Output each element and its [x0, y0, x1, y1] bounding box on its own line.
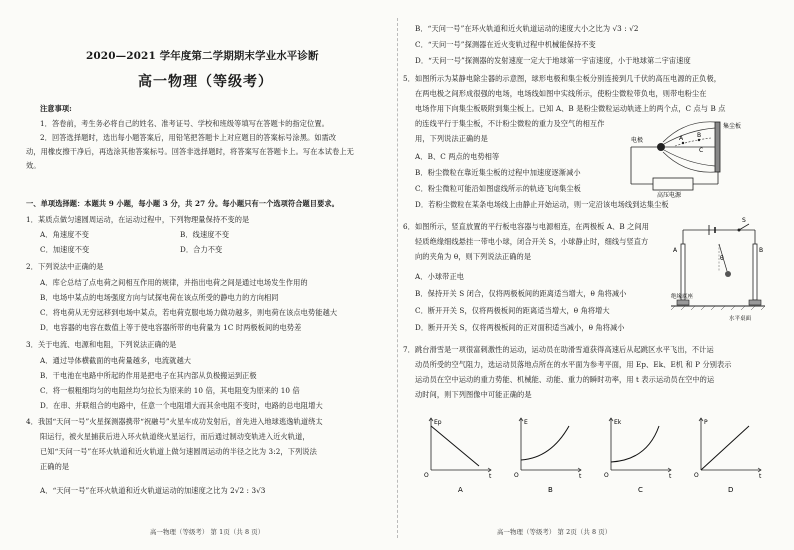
notice-1: 1．答卷前，考生务必将自己的姓名、准考证号、学校和班级等填写在答题卡的指定位置。 — [40, 119, 329, 128]
svg-text:A: A — [673, 247, 678, 254]
graph-d-curve — [701, 426, 749, 470]
graph-b-y-label: E — [524, 419, 528, 426]
question-7-line4: 动时间，则下列图像中可能正确的是 — [415, 390, 532, 399]
q4-option-b: B．“天问一号”在环火轨道和近火轨道运动的速度大小之比为 √3 : √2 — [415, 24, 639, 33]
svg-text:A: A — [679, 135, 684, 142]
question-3: 3．关于电流、电源和电阻，下列说法正确的是 — [26, 340, 177, 349]
svg-text:θ: θ — [720, 255, 724, 262]
graph-a-origin-label: O — [424, 472, 429, 479]
question-2: 2．下列说法中正确的是 — [26, 262, 104, 271]
graph-a-option-letter: A — [458, 486, 463, 494]
graph-b-origin-label: O — [514, 472, 519, 479]
section-1-heading: 一、单项选择题：本题共 9 小题，每小题 3 分，共 27 分。每小题只有一个选项符合题目要求。 — [26, 199, 339, 208]
graph-c-y-label: Ek — [614, 419, 622, 426]
q6-option-a: A．小球带正电 — [415, 272, 465, 281]
question-5-line2: 在两电极之间形成很强的电场，电场线如图中实线所示，使粉尘微粒带负电，则带电粉尘在 — [415, 89, 707, 98]
graph-c-curve — [611, 426, 659, 462]
graph-b-curve — [521, 426, 569, 460]
q2-option-a: A．库仑总结了点电荷之间相互作用的规律，并指出电荷之间是通过电场发生作用的 — [40, 278, 308, 287]
svg-text:绝缘底座: 绝缘底座 — [671, 294, 694, 300]
q2-option-b: B．电场中某点的电场强度方向与试探电荷在该点所受的静电力的方向相同 — [40, 293, 279, 302]
q6-option-d: D．断开开关 S，仅将两极板间的正对面积适当减小，θ 角将减小 — [415, 323, 625, 332]
q5-option-c: C．粉尘微粒可能沿如图虚线所示的轨迹飞向集尘板 — [415, 184, 581, 193]
collector-plate — [715, 122, 720, 172]
q5-option-a: A．B、C 两点的电势相等 — [415, 152, 500, 161]
svg-text:水平桌面: 水平桌面 — [729, 316, 752, 322]
graph-b-x-label: t — [579, 473, 582, 480]
page-1-footer: 高一物理（等级考） 第 1页（共 8 页） — [150, 528, 265, 536]
graph-c-x-label: t — [669, 473, 672, 480]
charged-ball — [725, 271, 731, 277]
question-5-line1: 5．如图所示为某静电除尘器的示意图，球形电极和集尘板分别连接到几千伏的高压电源的正负极， — [403, 74, 722, 83]
graph-d-option-letter: D — [728, 486, 734, 494]
q4-option-a: A．“天问一号”在环火轨道和近火轨道运动的加速度之比为 2√2 : 3√3 — [40, 486, 266, 495]
capacitor-figure — [669, 216, 765, 326]
question-7-line2: 动员所受的空气阻力，选运动员落地点所在的水平面为参考平面，用 Ep、Ek、E机 和 P 分别表示 — [415, 360, 732, 369]
svg-text:S: S — [742, 217, 746, 224]
q3-option-a: A．通过导体横截面的电荷量越多，电流就越大 — [40, 356, 192, 365]
question-4-line3: 已知“天问一号”在环火轨道和近火轨道上做匀速圆周运动的半径之比为 3:2，下列说法 — [40, 447, 317, 456]
question-5-line3: 电场作用下向集尘板吸附到集尘板上。已知 A、B 是粉尘微粒运动轨迹上的两个点，C 点与 B 点 — [415, 104, 726, 113]
q4-option-c: C．“天问一号”探测器在近火变轨过程中机械能保持不变 — [415, 40, 596, 49]
q6-option-b: B．保持开关 S 闭合，仅将两极板间的距离适当增大，θ 角将减小 — [415, 289, 627, 298]
question-1: 1．某质点做匀速圆周运动，在运动过程中，下列物理量保持不变的是 — [26, 215, 250, 224]
question-6-line1: 6．如图所示，竖直放置的平行板电容器与电源相连，在两极板 A、B 之间用 — [403, 222, 650, 231]
svg-text:电极: 电极 — [631, 137, 644, 144]
plate-a — [681, 244, 685, 300]
notice-2b: 动，用橡皮擦干净后，再选涂其他答案标号。回答非选择题时，将答案写在答题卡上。写在本试卷上无 — [26, 147, 354, 156]
graph-c-origin-label: O — [604, 472, 609, 479]
question-6-line3: 向的夹角为 θ，则下列说法正确的是 — [415, 252, 532, 261]
q6-option-c: C．断开开关 S，仅将两极板间的距离适当增大，θ 角将增大 — [415, 306, 610, 315]
question-7-line1: 7．跳台滑雪是一项很富刺激性的运动，运动员在助滑雪道获得高速后从起跳区水平飞出，不计运 — [403, 345, 714, 354]
graph-a-curve — [431, 426, 479, 466]
notice-2c: 效。 — [26, 161, 41, 170]
page-2-footer: 高一物理（等级考） 第 2页（共 8 页） — [497, 528, 612, 536]
question-4-line1: 4．我国“天问一号”火星探测器携带“祝融号”火星车成功发射后，首先进入地球逃逸轨道绕太 — [26, 417, 323, 426]
q3-option-b: B．干电池在电路中所起的作用是把电子在其内部从负极搬运到正极 — [40, 371, 257, 380]
question-5-line5: 用，下列说法正确的是 — [415, 134, 488, 143]
q2-option-d: D．电容器的电容在数值上等于使电容器所带的电荷量为 1C 时两极板间的电势差 — [40, 323, 302, 332]
exam-subtitle: 高一物理（等级考） — [138, 74, 273, 90]
exam-title: 2020—2021 学年度第二学期期末学业水平诊断 — [86, 50, 319, 62]
precipitator-figure — [623, 116, 763, 198]
plate-b — [753, 244, 757, 300]
question-5-line4: 的连线平行于集尘板，不计粉尘微粒的重力及空气的相互作 — [415, 119, 605, 128]
graph-a-x-label: t — [489, 473, 492, 480]
graph-c-option-letter: C — [638, 486, 643, 494]
q5-option-d: D．若粉尘微粒在某条电场线上由静止开始运动，则一定沿该电场线到达集尘板 — [415, 200, 669, 209]
q3-option-d: D．在串、并联组合的电路中，任意一个电阻增大而其余电阻不变时，电路的总电阻增大 — [40, 401, 323, 410]
svg-text:C: C — [699, 147, 704, 154]
svg-text:B: B — [759, 247, 764, 254]
graph-d-y-label: P — [704, 419, 708, 426]
svg-text:高压电源: 高压电源 — [657, 192, 682, 198]
notice-heading: 注意事项: — [40, 104, 72, 113]
q1-option-b: B．线速度不变 — [180, 230, 230, 239]
question-7-line3: 运动员在空中运动的重力势能、机械能、动能、重力的瞬时功率，用 t 表示运动员在空中的运 — [415, 375, 715, 384]
graph-b-option-letter: B — [548, 486, 553, 494]
q3-option-c: C．将一根粗细均匀的电阻丝均匀拉长为原来的 10 倍，其电阻变为原来的 10 倍 — [40, 386, 300, 395]
svg-text:集尘板: 集尘板 — [723, 123, 742, 130]
q4-option-d: D．“天问一号”探测器的发射速度一定大于地球第一宇宙速度，小于地球第二宇宙速度 — [415, 56, 691, 65]
q7-option-graphs — [417, 412, 777, 502]
page-2 — [397, 0, 794, 550]
q2-option-c: C．将电荷从无穷远移到电场中某点，若电荷克服电场力做功越多，则电荷在该点电势能越大 — [40, 308, 338, 317]
question-6-line2: 轻质绝缘细线悬挂一带电小球，闭合开关 S，小球静止时，细线与竖直方 — [415, 237, 649, 246]
notice-2a: 2．回答选择题时，选出每小题答案后，用铅笔把答题卡上对应题目的答案标号涂黑。如需改 — [40, 133, 337, 142]
graph-a-y-label: Ep — [434, 419, 442, 426]
field-lines — [663, 122, 715, 172]
q1-option-c: C．加速度不变 — [40, 245, 90, 254]
question-4-line2: 阳运行，被火星捕获后进入环火轨道绕火星运行，而后通过制动变轨进入近火轨道， — [40, 432, 310, 441]
graph-d-x-label: t — [759, 473, 762, 480]
q1-option-d: D．合力不变 — [180, 245, 223, 254]
q5-option-b: B．粉尘微粒在靠近集尘板的过程中加速度逐渐减小 — [415, 168, 581, 177]
graph-d-origin-label: O — [694, 472, 699, 479]
q1-option-a: A．角速度不变 — [40, 230, 90, 239]
question-4-line4: 正确的是 — [40, 462, 70, 471]
svg-text:B: B — [697, 132, 702, 139]
